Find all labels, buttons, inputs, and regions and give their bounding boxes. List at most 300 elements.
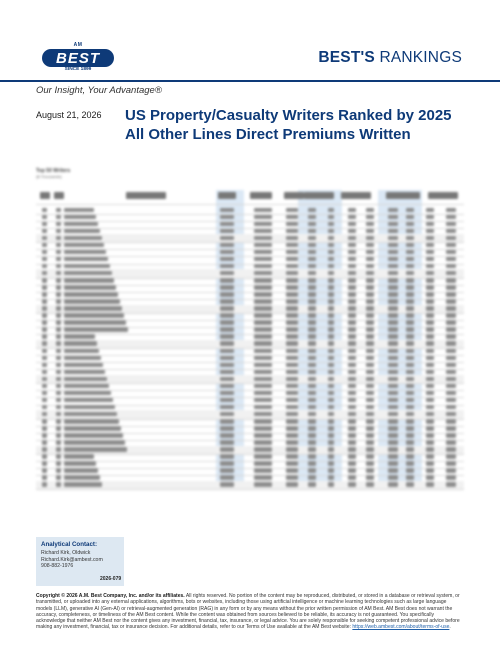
table-cell <box>426 264 434 269</box>
table-cell <box>446 250 456 255</box>
table-cell <box>348 222 356 227</box>
table-cell <box>308 433 316 438</box>
table-cell <box>42 257 47 262</box>
table-cell <box>328 313 334 318</box>
table-cell <box>328 384 334 389</box>
table-cell <box>64 313 124 318</box>
table-cell <box>56 391 61 396</box>
table-cell <box>220 384 234 389</box>
table-cell <box>64 229 100 234</box>
table-cell <box>328 285 334 290</box>
table-cell <box>254 327 272 332</box>
table-cell <box>426 292 434 297</box>
table-cell <box>56 222 61 227</box>
table-cell <box>220 419 234 424</box>
table-cell <box>388 475 398 480</box>
table-cell <box>254 243 272 248</box>
table-cell <box>220 306 234 311</box>
contact-phone: 908-882-1976 <box>41 563 74 570</box>
table-cell <box>446 356 456 361</box>
table-row <box>36 481 464 490</box>
table-cell <box>254 447 272 452</box>
table-cell <box>426 222 434 227</box>
table-cell <box>446 377 456 382</box>
table-cell <box>446 447 456 452</box>
table-cell <box>42 313 47 318</box>
table-cell <box>328 278 334 283</box>
rankings-table <box>36 168 464 488</box>
rankings-bold: BEST'S <box>318 49 375 66</box>
table-cell <box>56 426 61 431</box>
table-cell <box>64 433 123 438</box>
table-cell <box>286 384 298 389</box>
table-cell <box>426 440 434 445</box>
am-best-logo <box>36 42 120 74</box>
table-cell <box>42 433 47 438</box>
table-cell <box>388 482 398 487</box>
table-cell <box>220 454 234 459</box>
table-cell <box>366 482 374 487</box>
table-cell <box>426 243 434 248</box>
table-cell <box>446 208 456 213</box>
table-cell <box>328 271 334 276</box>
table-cell <box>426 257 434 262</box>
table-cell <box>426 327 434 332</box>
table-cell <box>388 461 398 466</box>
table-cell <box>446 264 456 269</box>
table-cell <box>446 433 456 438</box>
table-cell <box>446 271 456 276</box>
table-cell <box>64 327 128 332</box>
table-cell <box>64 257 108 262</box>
table-cell <box>64 341 97 346</box>
table-cell <box>220 271 234 276</box>
table-cell <box>348 327 356 332</box>
copyright-body: All rights reserved. No portion of the content may be reproduced, distributed, or stored in a database or retrieval system, or transmitted, or uploaded into any external applications, algorithms, bots or websites, including those using artificial intelligence or machine learning technologies such as large language models (LLM), generative AI (Gen-AI) or retrieval-augmented generation (RAG) in any form or by any means without the prior written permission of AM Best. AM Best does not warrant the accuracy, completeness, or timeliness of the AM Best content. While the content was obtained from sources believed to be reliable, its accuracy is not guaranteed. You specifically acknowledge that neither AM Best nor the content gives any investment, financial, tax, insurance, or legal advice. You are solely responsible for seeking competent professional advice before making any investment, financial, tax or insurance decision. For additional details, refer to our Terms of Use available at the AM Best website: <box>36 593 460 631</box>
table-cell <box>388 320 398 325</box>
table-cell <box>286 264 298 269</box>
table-cell <box>328 320 334 325</box>
table-cell <box>56 475 61 480</box>
table-cell <box>366 475 374 480</box>
table-cell <box>328 391 334 396</box>
table-cell <box>328 356 334 361</box>
table-cell <box>308 419 316 424</box>
table-cell <box>426 384 434 389</box>
table-cell <box>388 250 398 255</box>
table-cell <box>366 243 374 248</box>
table-cell <box>56 229 61 234</box>
table-cell <box>406 320 414 325</box>
table-cell <box>366 229 374 234</box>
table-cell <box>348 461 356 466</box>
table-cell <box>308 215 316 220</box>
table-cell <box>56 412 61 417</box>
table-cell <box>254 426 272 431</box>
table-cell <box>446 327 456 332</box>
table-cell <box>220 334 234 339</box>
table-cell <box>426 454 434 459</box>
table-cell <box>56 257 61 262</box>
table-cell <box>286 398 298 403</box>
table-cell <box>348 433 356 438</box>
table-cell <box>406 405 414 410</box>
table-cell <box>220 215 234 220</box>
table-cell <box>446 278 456 283</box>
table-cell <box>328 454 334 459</box>
table-cell <box>388 426 398 431</box>
table-cell <box>426 433 434 438</box>
table-cell <box>406 377 414 382</box>
table-cell <box>286 356 298 361</box>
table-cell <box>286 482 298 487</box>
table-cell <box>42 468 47 473</box>
table-cell <box>308 391 316 396</box>
table-cell <box>42 349 47 354</box>
table-cell <box>406 236 414 241</box>
table-cell <box>348 264 356 269</box>
table-cell <box>426 208 434 213</box>
table-cell <box>64 334 95 339</box>
table-cell <box>254 313 272 318</box>
table-cell <box>308 440 316 445</box>
table-cell <box>406 356 414 361</box>
table-cell <box>254 208 272 213</box>
table-cell <box>56 363 61 368</box>
table-cell <box>254 306 272 311</box>
table-cell <box>286 475 298 480</box>
table-cell <box>220 475 234 480</box>
table-cell <box>426 412 434 417</box>
table-cell <box>42 447 47 452</box>
table-cell <box>348 391 356 396</box>
table-cell <box>426 398 434 403</box>
table-cell <box>64 243 104 248</box>
table-cell <box>406 334 414 339</box>
table-cell <box>348 313 356 318</box>
table-cell <box>366 306 374 311</box>
table-cell <box>64 264 110 269</box>
table-cell <box>366 412 374 417</box>
table-cell <box>56 447 61 452</box>
table-cell <box>388 341 398 346</box>
table-cell <box>254 398 272 403</box>
table-cell <box>366 356 374 361</box>
header-cell <box>218 192 236 199</box>
table-cell <box>220 243 234 248</box>
table-cell <box>328 412 334 417</box>
table-cell <box>426 468 434 473</box>
table-cell <box>388 419 398 424</box>
table-cell <box>42 292 47 297</box>
table-cell <box>388 236 398 241</box>
table-cell <box>286 440 298 445</box>
header-cell <box>126 192 166 199</box>
table-cell <box>42 250 47 255</box>
table-cell <box>406 285 414 290</box>
table-cell <box>426 278 434 283</box>
table-cell <box>56 320 61 325</box>
table-cell <box>56 370 61 375</box>
table-cell <box>286 222 298 227</box>
table-cell <box>406 363 414 368</box>
table-cell <box>328 370 334 375</box>
table-cell <box>64 391 111 396</box>
terms-of-use-link[interactable]: https://web.ambest.com/about/terms-of-use <box>352 624 450 631</box>
table-cell <box>308 454 316 459</box>
table-cell <box>446 412 456 417</box>
table-cell <box>220 257 234 262</box>
table-cell <box>42 264 47 269</box>
table-cell <box>388 313 398 318</box>
table-cell <box>446 215 456 220</box>
table-cell <box>446 257 456 262</box>
table-cell <box>388 454 398 459</box>
table-cell <box>348 475 356 480</box>
table-cell <box>366 299 374 304</box>
table-cell <box>388 271 398 276</box>
logo-best-text: BEST <box>55 50 100 67</box>
table-cell <box>388 468 398 473</box>
table-cell <box>220 222 234 227</box>
table-cell <box>328 419 334 424</box>
table-cell <box>406 243 414 248</box>
table-cell <box>286 208 298 213</box>
table-cell <box>446 461 456 466</box>
table-cell <box>308 327 316 332</box>
table-cell <box>254 391 272 396</box>
table-cell <box>406 419 414 424</box>
table-cell <box>220 299 234 304</box>
table-cell <box>426 229 434 234</box>
table-cell <box>388 391 398 396</box>
header-divider <box>0 80 500 82</box>
table-cell <box>64 363 103 368</box>
table-cell <box>286 285 298 290</box>
table-cell <box>388 433 398 438</box>
table-cell <box>64 419 119 424</box>
table-cell <box>366 257 374 262</box>
table-cell <box>42 334 47 339</box>
table-cell <box>220 278 234 283</box>
table-cell <box>426 363 434 368</box>
table-cell <box>426 271 434 276</box>
logo-am-text: AM <box>73 42 83 48</box>
table-cell <box>328 440 334 445</box>
table-cell <box>406 271 414 276</box>
table-cell <box>406 349 414 354</box>
table-cell <box>286 419 298 424</box>
table-cell <box>426 419 434 424</box>
table-cell <box>328 341 334 346</box>
table-cell <box>220 461 234 466</box>
table-cell <box>348 334 356 339</box>
table-cell <box>446 243 456 248</box>
table-cell <box>446 391 456 396</box>
header-cell <box>284 192 304 199</box>
table-cell <box>220 405 234 410</box>
table-cell <box>406 327 414 332</box>
table-cell <box>56 356 61 361</box>
table-cell <box>348 229 356 234</box>
table-cell <box>388 215 398 220</box>
table-cell <box>366 278 374 283</box>
table-cell <box>348 285 356 290</box>
table-cell <box>56 341 61 346</box>
table-cell <box>388 306 398 311</box>
table-cell <box>56 384 61 389</box>
table-cell <box>348 405 356 410</box>
table-cell <box>388 384 398 389</box>
table-cell <box>388 208 398 213</box>
table-cell <box>328 222 334 227</box>
table-cell <box>328 468 334 473</box>
table-cell <box>64 482 102 487</box>
table-cell <box>406 257 414 262</box>
table-cell <box>366 334 374 339</box>
table-cell <box>286 447 298 452</box>
table-cell <box>388 229 398 234</box>
table-cell <box>56 215 61 220</box>
table-cell <box>56 433 61 438</box>
table-cell <box>426 391 434 396</box>
table-cell <box>64 461 96 466</box>
table-cell <box>286 320 298 325</box>
table-cell <box>348 320 356 325</box>
table-cell <box>64 208 94 213</box>
table-cell <box>388 370 398 375</box>
table-cell <box>426 482 434 487</box>
table-cell <box>348 363 356 368</box>
table-cell <box>42 285 47 290</box>
table-cell <box>406 222 414 227</box>
table-cell <box>308 475 316 480</box>
table-cell <box>56 313 61 318</box>
table-cell <box>286 433 298 438</box>
table-cell <box>42 461 47 466</box>
table-cell <box>406 454 414 459</box>
tagline: Our Insight, Your Advantage® <box>36 85 162 96</box>
header-cell <box>304 192 334 199</box>
table-cell <box>64 468 98 473</box>
table-cell <box>56 285 61 290</box>
header-cell <box>250 192 272 199</box>
table-cell <box>286 412 298 417</box>
table-cell <box>366 447 374 452</box>
table-cell <box>254 412 272 417</box>
table-cell <box>56 440 61 445</box>
table-cell <box>426 426 434 431</box>
table-cell <box>220 320 234 325</box>
table-cell <box>254 257 272 262</box>
table-cell <box>42 278 47 283</box>
table-cell <box>348 419 356 424</box>
table-cell <box>308 320 316 325</box>
table-cell <box>426 349 434 354</box>
table-cell <box>42 229 47 234</box>
table-cell <box>348 384 356 389</box>
table-cell <box>220 341 234 346</box>
table-cell <box>328 334 334 339</box>
header-cell <box>386 192 420 199</box>
table-cell <box>42 370 47 375</box>
table-cell <box>42 320 47 325</box>
table-cell <box>366 250 374 255</box>
table-cell <box>366 405 374 410</box>
table-cell <box>348 440 356 445</box>
table-cell <box>42 454 47 459</box>
table-cell <box>64 278 114 283</box>
table-cell <box>220 426 234 431</box>
table-cell <box>446 236 456 241</box>
table-cell <box>220 468 234 473</box>
table-cell <box>328 426 334 431</box>
table-cell <box>308 482 316 487</box>
table-cell <box>220 292 234 297</box>
table-cell <box>254 264 272 269</box>
table-cell <box>348 370 356 375</box>
table-cell <box>308 313 316 318</box>
table-cell <box>220 327 234 332</box>
table-cell <box>426 356 434 361</box>
table-cell <box>64 454 94 459</box>
table-cell <box>56 405 61 410</box>
table-cell <box>286 334 298 339</box>
table-cell <box>328 349 334 354</box>
table-cell <box>64 292 118 297</box>
table-cell <box>446 349 456 354</box>
table-cell <box>426 370 434 375</box>
rankings-plain: RANKINGS <box>379 49 462 66</box>
table-cell <box>388 327 398 332</box>
table-cell <box>56 299 61 304</box>
table-cell <box>220 349 234 354</box>
table-cell <box>406 313 414 318</box>
table-cell <box>406 292 414 297</box>
table-cell <box>366 271 374 276</box>
table-cell <box>446 370 456 375</box>
table-cell <box>254 229 272 234</box>
table-cell <box>220 229 234 234</box>
table-cell <box>64 236 102 241</box>
table-cell <box>446 285 456 290</box>
table-cell <box>426 313 434 318</box>
table-cell <box>446 341 456 346</box>
table-cell <box>220 264 234 269</box>
table-cell <box>348 426 356 431</box>
contact-email[interactable]: Richard.Kirk@ambest.com <box>41 556 103 563</box>
table-cell <box>348 215 356 220</box>
table-cell <box>308 250 316 255</box>
table-cell <box>366 285 374 290</box>
table-cell <box>426 285 434 290</box>
table-cell <box>42 412 47 417</box>
table-cell <box>254 433 272 438</box>
table-cell <box>406 412 414 417</box>
logo-since-text: SINCE 1899 <box>64 67 92 72</box>
table-cell <box>286 468 298 473</box>
table-cell <box>406 391 414 396</box>
table-cell <box>254 236 272 241</box>
table-cell <box>64 349 99 354</box>
table-cell <box>286 243 298 248</box>
table-cell <box>64 215 96 220</box>
table-cell <box>406 229 414 234</box>
table-cell <box>254 299 272 304</box>
table-cell <box>406 264 414 269</box>
table-cell <box>366 440 374 445</box>
table-cell <box>388 243 398 248</box>
